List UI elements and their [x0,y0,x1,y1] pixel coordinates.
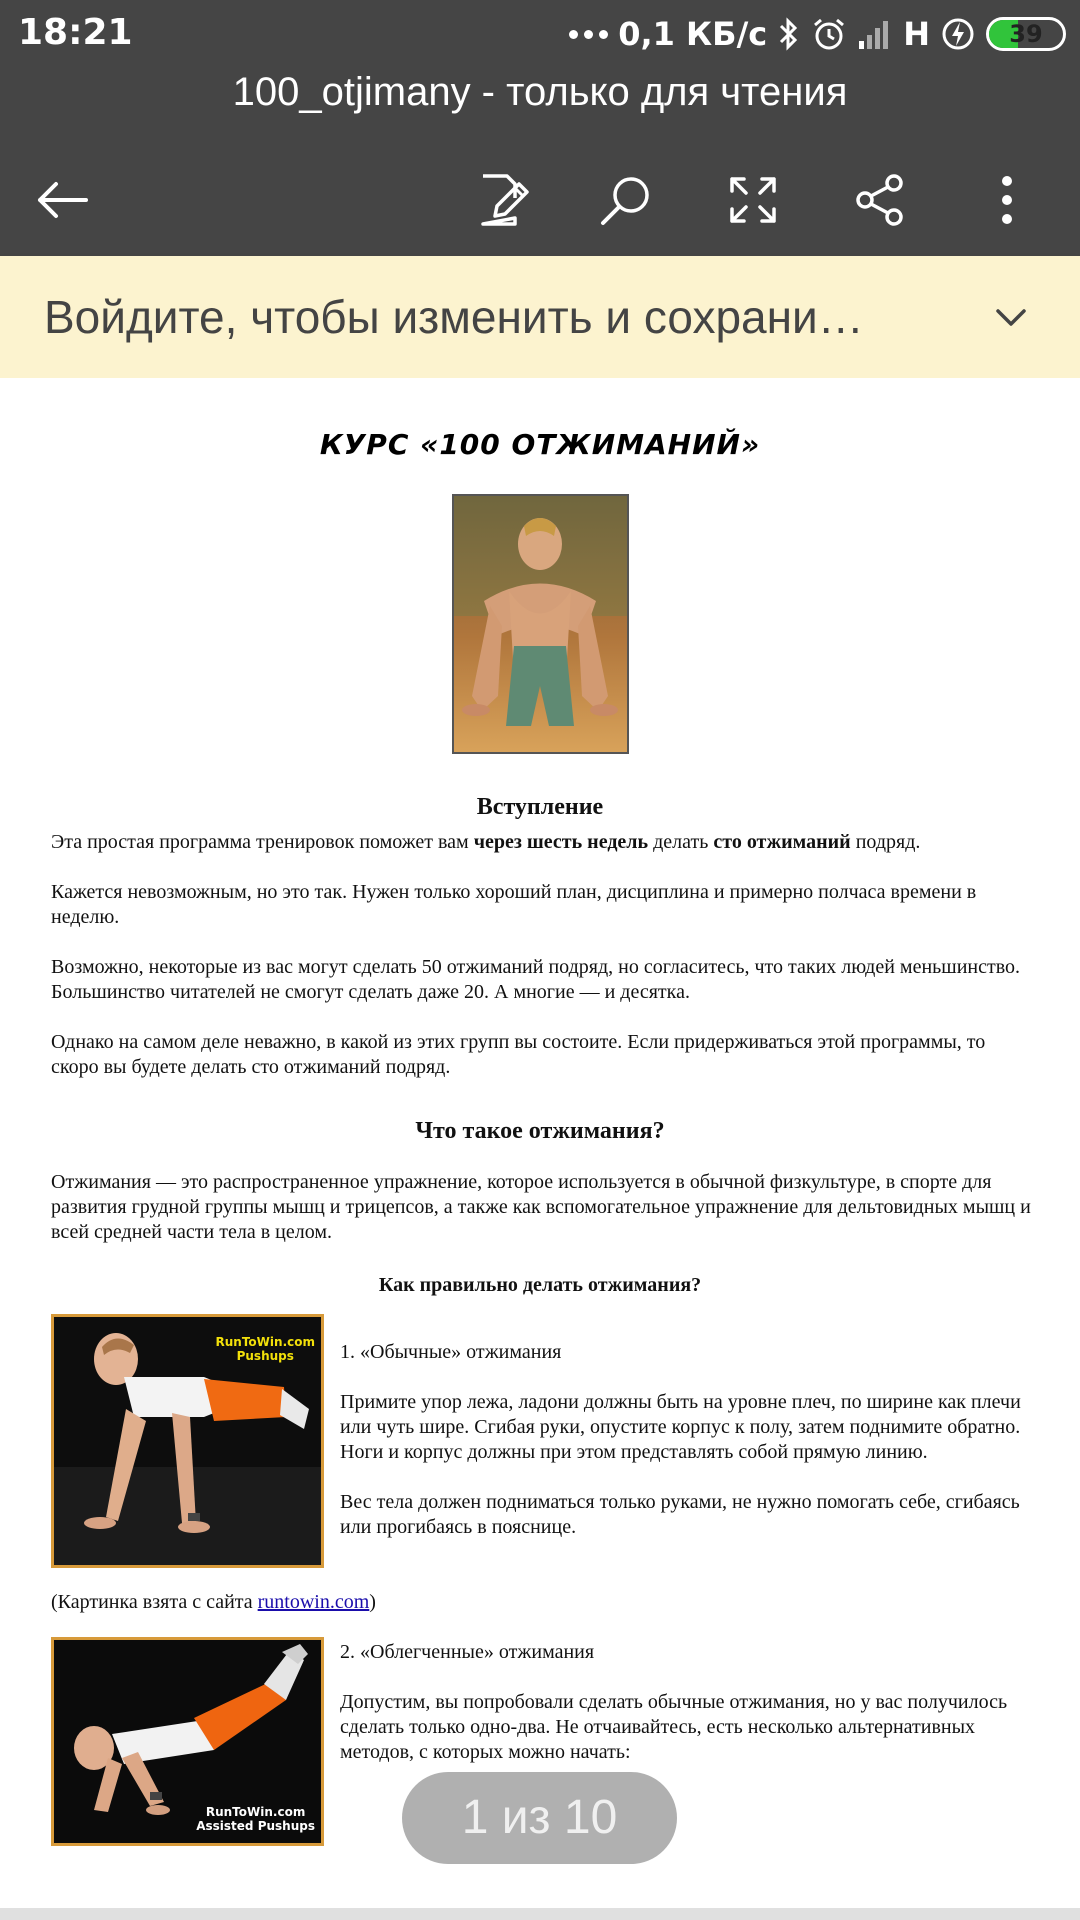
photo2-watermark-line1: RunToWin.com [205,1805,306,1819]
p1-text-middle: делать [648,831,714,853]
runtowin-link[interactable]: runtowin.com [257,1591,370,1613]
photo1-watermark [216,1335,315,1363]
more-options-button[interactable] [967,160,1047,240]
document-title: 100_otjimany - только для чтения [232,70,848,114]
photo2-watermark-line2: Assisted Pushups [196,1819,315,1833]
assisted-pushup-title: 2. «Облегченные» отжимания [340,1641,595,1663]
battery-icon [986,17,1066,51]
fullscreen-button[interactable] [713,160,793,240]
photo1-watermark-line1: RunToWin.com [215,1335,315,1349]
page-indicator: 1 из 10 [402,1772,677,1864]
chevron-down-icon[interactable] [986,292,1036,342]
credit-text-before: (Картинка взята с сайта [51,1591,258,1613]
search-icon [599,173,653,227]
bottom-divider [0,1908,1080,1920]
regular-pushup-photo [51,1314,324,1568]
p1-text-after: подряд. [850,831,921,853]
photo1-watermark-line2: Pushups [236,1349,294,1363]
document-page[interactable] [0,378,1080,1908]
net-speed: 0,1 КБ/с [618,15,768,53]
more-vert-icon [999,175,1015,225]
sign-in-banner[interactable] [0,256,1080,378]
intro-paragraph-2: Кажется невозможным, но это так. Нужен только хороший план, дисциплина и примерно полчаса времени в неделю. [51,881,977,928]
bluetooth-icon [777,16,801,52]
status-icons [569,10,1066,58]
back-button[interactable] [22,160,102,240]
what-is-pushup-heading: Что такое отжимания? [415,1118,665,1144]
p1-text-before: Эта простая программа тренировок поможет вам [51,831,474,853]
banner-text: Войдите, чтобы изменить и сохрани… [44,291,864,343]
share-icon [854,173,906,227]
intro-heading: Вступление [476,794,604,820]
network-type: H [903,15,930,53]
share-button[interactable] [840,160,920,240]
signal-icon [857,19,893,49]
how-to-heading: Как правильно делать отжимания? [378,1274,702,1296]
edit-icon [475,172,529,228]
pushup-man-illustration [454,496,627,752]
pushup-photo-top [452,494,629,754]
search-button[interactable] [586,160,666,240]
back-arrow-icon [34,180,90,220]
course-title: КУРС «100 ОТЖИМАНИЙ» [319,428,761,461]
fullscreen-icon [728,175,778,225]
intro-paragraph-4: Однако на самом деле неважно, в какой из этих групп вы состоите. Если придерживаться этой программы, то скоро вы будете делать сто отжиманий подряд. [51,1031,986,1078]
edit-button[interactable] [462,160,542,240]
image-credit [51,1590,1031,1615]
status-time: 18:21 [18,12,133,53]
assisted-pushup-paragraph: Допустим, вы попробовали сделать обычные отжимания, но у вас получилось сделать только одно-два. Не отчаивайтесь, есть несколько альтернативных методов, с которых можно начать: [340,1691,1008,1763]
alarm-icon [811,16,847,52]
p1-bold-hundred: сто отжиманий [713,831,851,853]
intro-paragraph-3: Возможно, некоторые из вас могут сделать 50 отжиманий подряд, но согласитесь, что таких людей меньшинство. Большинство читателей не смогут сделать даже 20. А многие — и десятка. [51,956,1021,1003]
what-is-pushup-paragraph: Отжимания — это распространенное упражнение, которое используется в обычной физкультуре, в спорте для развития грудной группы мышц и трицепсов, а также как вспомогательное упражнение для дельтовидных мышц и всей средней части тела в целом. [51,1171,1031,1243]
regular-pushup-paragraph-2: Вес тела должен подниматься только руками, не нужно помогать себе, сгибаясь или прогибаясь в пояснице. [340,1491,1020,1538]
photo2-watermark [196,1805,315,1833]
p1-bold-weeks: через шесть недель [473,831,649,853]
credit-text-after: ) [369,1591,376,1613]
assisted-pushup-photo [51,1637,324,1846]
intro-paragraph-1 [51,830,1031,855]
battery-level: 39 [1009,20,1043,48]
app-bar [0,0,1080,256]
regular-pushup-title: 1. «Обычные» отжимания [340,1341,562,1363]
status-bar [0,0,1080,68]
regular-pushup-paragraph-1: Примите упор лежа, ладони должны быть на уровне плеч, по ширине как плечи или чуть шире. Сгибая руки, опустите корпус к полу, затем поднимите обратно. Ноги и корпус должны при этом представлять собой прямую линию. [340,1391,1021,1463]
charging-icon [940,16,976,52]
more-notifications-icon [569,30,608,39]
